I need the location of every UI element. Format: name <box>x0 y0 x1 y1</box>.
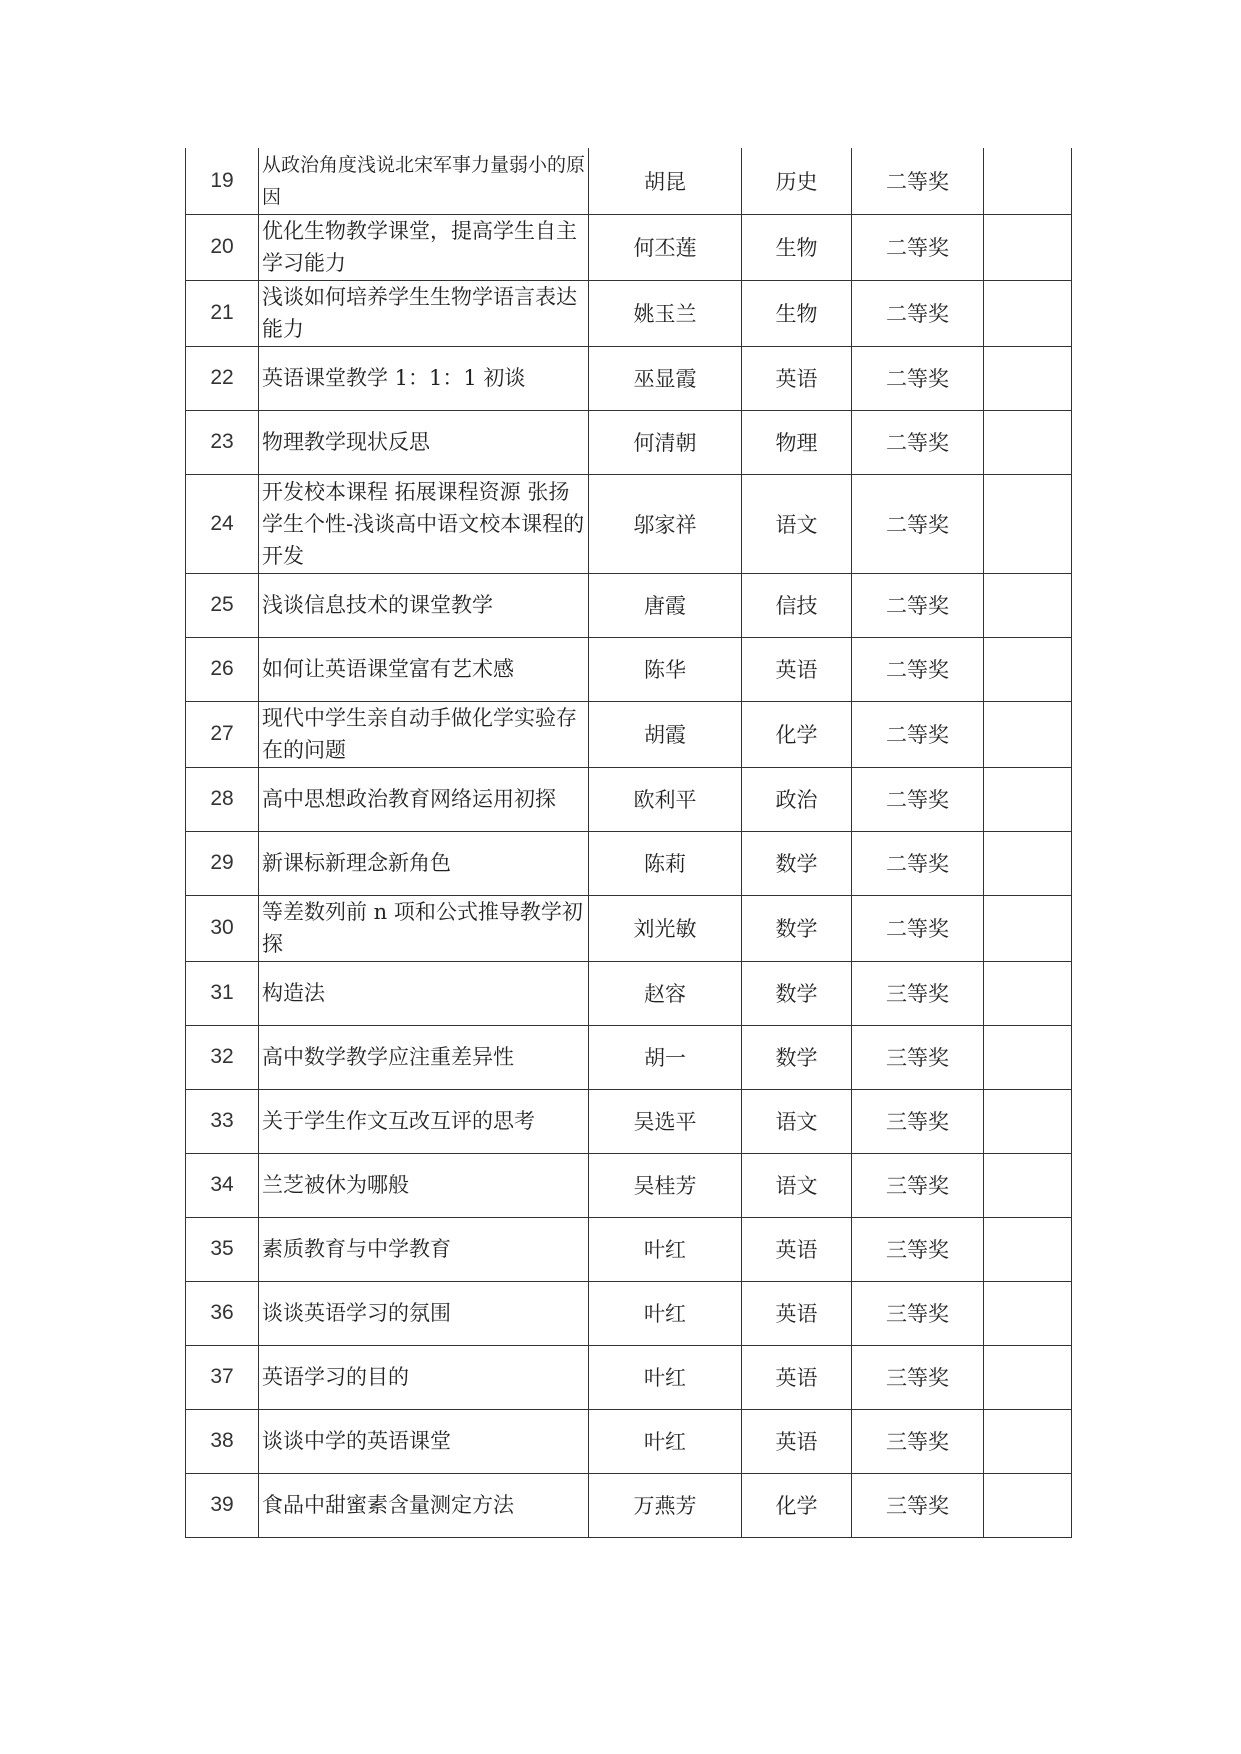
row-number: 30 <box>186 895 259 961</box>
subject-name: 生物 <box>742 280 852 346</box>
subject-name: 信技 <box>742 573 852 637</box>
remark-cell <box>984 346 1072 410</box>
author-name: 叶红 <box>589 1217 742 1281</box>
remark-cell <box>984 280 1072 346</box>
author-name: 刘光敏 <box>589 895 742 961</box>
remark-cell <box>984 1345 1072 1409</box>
author-name: 唐霞 <box>589 573 742 637</box>
author-name: 邬家祥 <box>589 474 742 573</box>
award-level: 三等奖 <box>852 1153 984 1217</box>
row-number: 29 <box>186 831 259 895</box>
award-level: 三等奖 <box>852 1281 984 1345</box>
paper-title: 谈谈英语学习的氛围 <box>259 1281 589 1345</box>
table-row <box>186 1473 1072 1537</box>
award-level: 二等奖 <box>852 346 984 410</box>
table-row <box>186 573 1072 637</box>
subject-name: 语文 <box>742 474 852 573</box>
remark-cell <box>984 701 1072 767</box>
remark-cell <box>984 831 1072 895</box>
subject-name: 生物 <box>742 214 852 280</box>
subject-name: 数学 <box>742 895 852 961</box>
paper-title: 浅谈如何培养学生生物学语言表达能力 <box>259 280 589 346</box>
author-name: 叶红 <box>589 1281 742 1345</box>
paper-title: 英语课堂教学 1：1：1 初谈 <box>259 346 589 410</box>
row-number: 20 <box>186 214 259 280</box>
award-table <box>185 148 1072 1538</box>
row-number: 31 <box>186 961 259 1025</box>
paper-title: 优化生物教学课堂，提高学生自主学习能力 <box>259 214 589 280</box>
table-row <box>186 767 1072 831</box>
remark-cell <box>984 1025 1072 1089</box>
paper-title: 素质教育与中学教育 <box>259 1217 589 1281</box>
paper-title: 新课标新理念新角色 <box>259 831 589 895</box>
author-name: 万燕芳 <box>589 1473 742 1537</box>
row-number: 26 <box>186 637 259 701</box>
paper-title: 构造法 <box>259 961 589 1025</box>
subject-name: 英语 <box>742 1345 852 1409</box>
author-name: 胡霞 <box>589 701 742 767</box>
paper-title: 英语学习的目的 <box>259 1345 589 1409</box>
author-name: 何丕莲 <box>589 214 742 280</box>
table-row <box>186 148 1072 214</box>
table-row <box>186 1089 1072 1153</box>
award-level: 三等奖 <box>852 1217 984 1281</box>
table-row <box>186 1281 1072 1345</box>
table-row <box>186 410 1072 474</box>
subject-name: 化学 <box>742 1473 852 1537</box>
paper-title: 从政治角度浅说北宋军事力量弱小的原因 <box>259 148 589 214</box>
paper-title: 现代中学生亲自动手做化学实验存在的问题 <box>259 701 589 767</box>
award-level: 二等奖 <box>852 767 984 831</box>
award-level: 二等奖 <box>852 474 984 573</box>
award-level: 三等奖 <box>852 1409 984 1473</box>
paper-title: 等差数列前 n 项和公式推导教学初探 <box>259 895 589 961</box>
subject-name: 英语 <box>742 1409 852 1473</box>
award-level: 二等奖 <box>852 701 984 767</box>
remark-cell <box>984 410 1072 474</box>
award-level: 三等奖 <box>852 1089 984 1153</box>
author-name: 叶红 <box>589 1345 742 1409</box>
remark-cell <box>984 961 1072 1025</box>
paper-title: 关于学生作文互改互评的思考 <box>259 1089 589 1153</box>
table-row <box>186 474 1072 573</box>
row-number: 34 <box>186 1153 259 1217</box>
row-number: 19 <box>186 148 259 214</box>
row-number: 23 <box>186 410 259 474</box>
row-number: 33 <box>186 1089 259 1153</box>
row-number: 28 <box>186 767 259 831</box>
table-row <box>186 1025 1072 1089</box>
author-name: 叶红 <box>589 1409 742 1473</box>
paper-title: 兰芝被休为哪般 <box>259 1153 589 1217</box>
subject-name: 英语 <box>742 637 852 701</box>
author-name: 吴桂芳 <box>589 1153 742 1217</box>
row-number: 39 <box>186 1473 259 1537</box>
table-row <box>186 1217 1072 1281</box>
table-row <box>186 895 1072 961</box>
subject-name: 政治 <box>742 767 852 831</box>
author-name: 赵容 <box>589 961 742 1025</box>
award-level: 二等奖 <box>852 410 984 474</box>
table-row <box>186 214 1072 280</box>
table-row <box>186 831 1072 895</box>
subject-name: 语文 <box>742 1153 852 1217</box>
award-level: 二等奖 <box>852 637 984 701</box>
author-name: 胡昆 <box>589 148 742 214</box>
remark-cell <box>984 148 1072 214</box>
remark-cell <box>984 1409 1072 1473</box>
paper-title: 高中数学教学应注重差异性 <box>259 1025 589 1089</box>
award-level: 二等奖 <box>852 895 984 961</box>
paper-title: 浅谈信息技术的课堂教学 <box>259 573 589 637</box>
award-level: 三等奖 <box>852 1473 984 1537</box>
remark-cell <box>984 474 1072 573</box>
table-row <box>186 701 1072 767</box>
paper-title: 高中思想政治教育网络运用初探 <box>259 767 589 831</box>
paper-title: 物理教学现状反思 <box>259 410 589 474</box>
row-number: 38 <box>186 1409 259 1473</box>
award-level: 二等奖 <box>852 831 984 895</box>
row-number: 25 <box>186 573 259 637</box>
paper-title: 谈谈中学的英语课堂 <box>259 1409 589 1473</box>
award-level: 三等奖 <box>852 1025 984 1089</box>
remark-cell <box>984 1089 1072 1153</box>
table-row <box>186 637 1072 701</box>
subject-name: 化学 <box>742 701 852 767</box>
subject-name: 英语 <box>742 346 852 410</box>
remark-cell <box>984 1217 1072 1281</box>
subject-name: 物理 <box>742 410 852 474</box>
author-name: 陈华 <box>589 637 742 701</box>
paper-title: 开发校本课程 拓展课程资源 张扬学生个性-浅谈高中语文校本课程的开发 <box>259 474 589 573</box>
award-level: 二等奖 <box>852 214 984 280</box>
table-row <box>186 346 1072 410</box>
award-level: 二等奖 <box>852 148 984 214</box>
subject-name: 数学 <box>742 831 852 895</box>
remark-cell <box>984 767 1072 831</box>
award-level: 三等奖 <box>852 961 984 1025</box>
remark-cell <box>984 1281 1072 1345</box>
paper-title: 食品中甜蜜素含量测定方法 <box>259 1473 589 1537</box>
remark-cell <box>984 1473 1072 1537</box>
row-number: 21 <box>186 280 259 346</box>
row-number: 32 <box>186 1025 259 1089</box>
author-name: 欧利平 <box>589 767 742 831</box>
table-row <box>186 1153 1072 1217</box>
remark-cell <box>984 214 1072 280</box>
remark-cell <box>984 573 1072 637</box>
author-name: 姚玉兰 <box>589 280 742 346</box>
table-row <box>186 1345 1072 1409</box>
author-name: 何清朝 <box>589 410 742 474</box>
paper-title: 如何让英语课堂富有艺术感 <box>259 637 589 701</box>
award-level: 三等奖 <box>852 1345 984 1409</box>
author-name: 陈莉 <box>589 831 742 895</box>
table-row <box>186 1409 1072 1473</box>
award-level: 二等奖 <box>852 280 984 346</box>
row-number: 27 <box>186 701 259 767</box>
award-table-body <box>186 148 1072 1537</box>
subject-name: 数学 <box>742 961 852 1025</box>
table-row <box>186 961 1072 1025</box>
award-level: 二等奖 <box>852 573 984 637</box>
table-row <box>186 280 1072 346</box>
subject-name: 语文 <box>742 1089 852 1153</box>
subject-name: 数学 <box>742 1025 852 1089</box>
remark-cell <box>984 637 1072 701</box>
author-name: 胡一 <box>589 1025 742 1089</box>
remark-cell <box>984 895 1072 961</box>
author-name: 吴选平 <box>589 1089 742 1153</box>
row-number: 36 <box>186 1281 259 1345</box>
subject-name: 英语 <box>742 1281 852 1345</box>
row-number: 22 <box>186 346 259 410</box>
author-name: 巫显霞 <box>589 346 742 410</box>
row-number: 35 <box>186 1217 259 1281</box>
subject-name: 历史 <box>742 148 852 214</box>
subject-name: 英语 <box>742 1217 852 1281</box>
row-number: 37 <box>186 1345 259 1409</box>
row-number: 24 <box>186 474 259 573</box>
remark-cell <box>984 1153 1072 1217</box>
